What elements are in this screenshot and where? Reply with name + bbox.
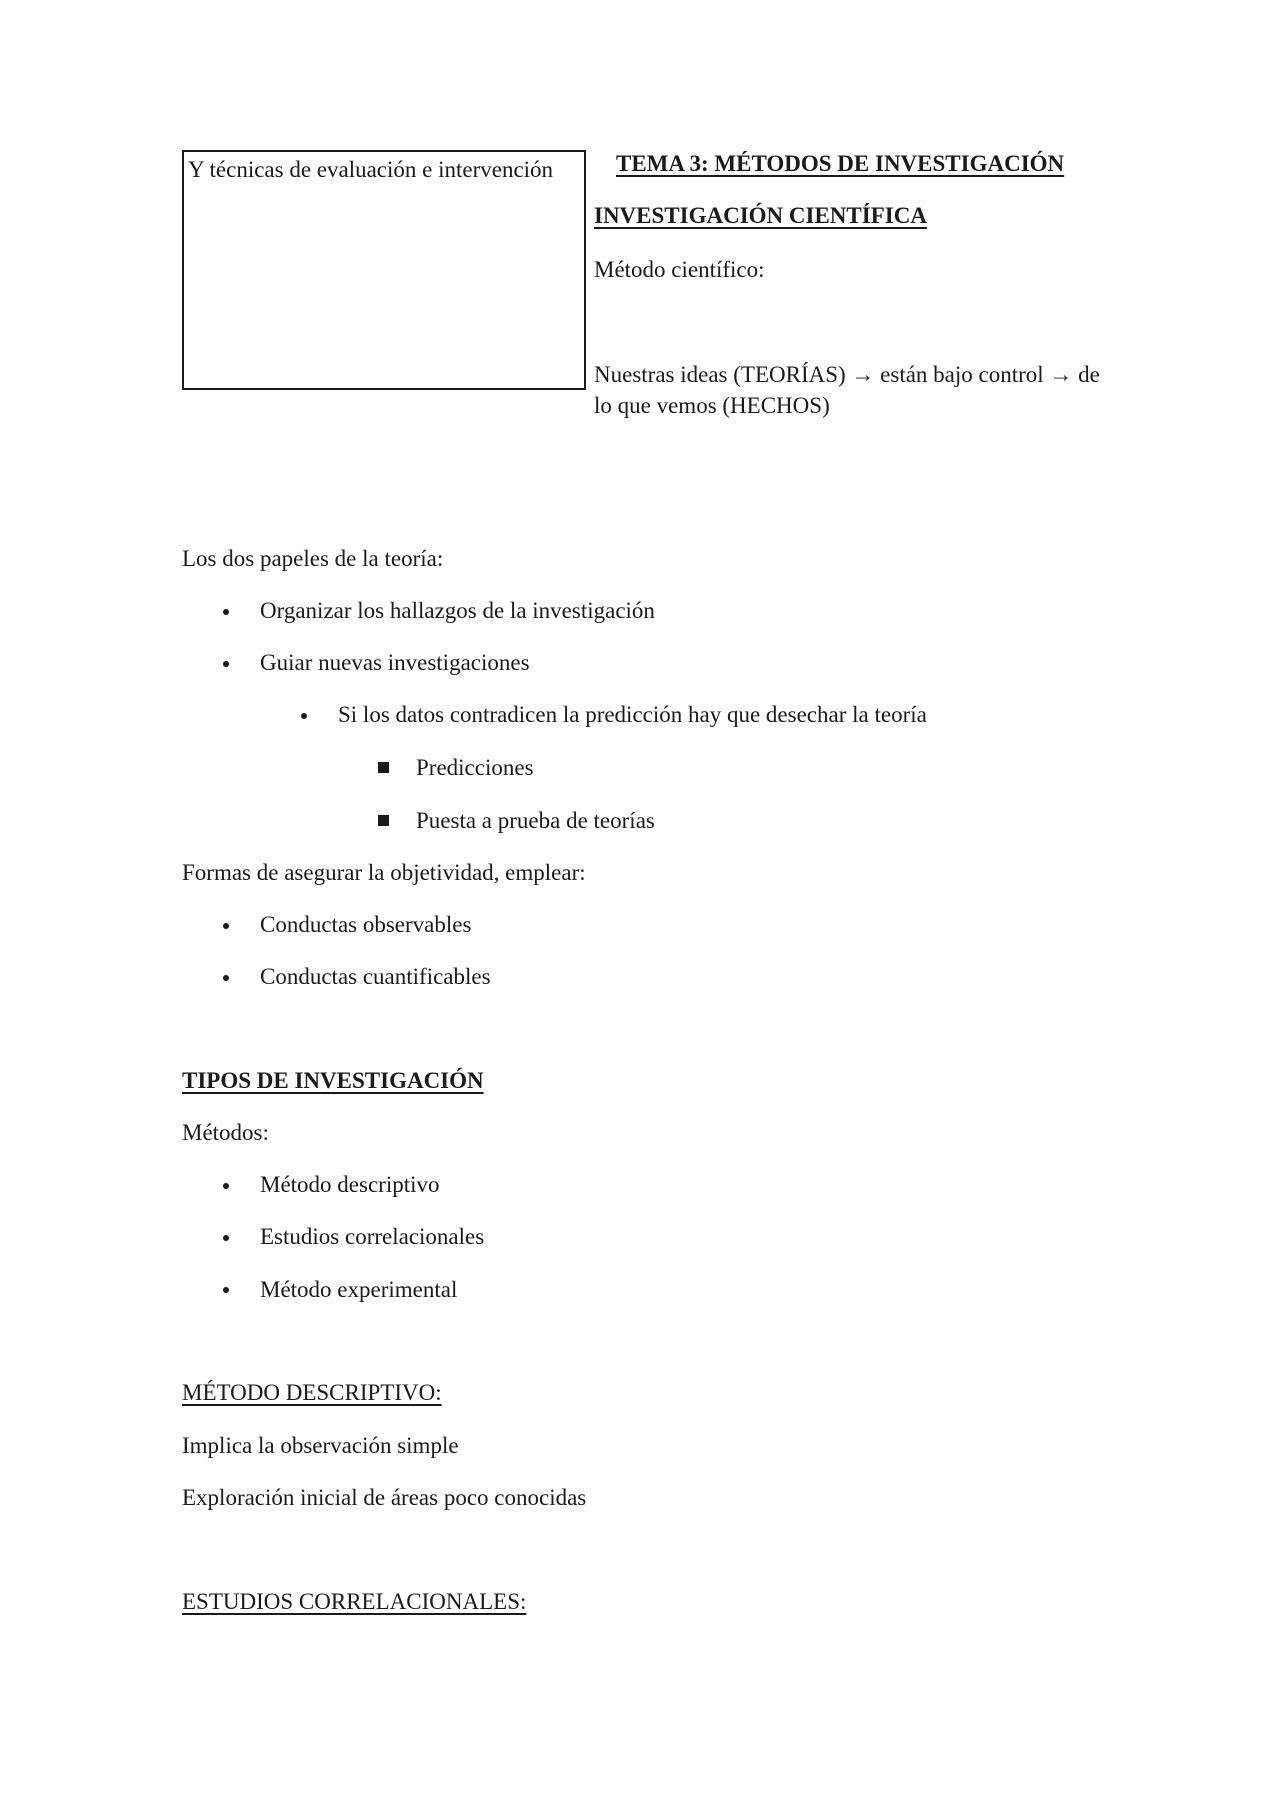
bullet-icon bbox=[223, 609, 229, 615]
section-heading-metodo-descriptivo: MÉTODO DESCRIPTIVO: bbox=[182, 1380, 442, 1405]
square-bullet-icon bbox=[378, 762, 389, 773]
subtitle-box bbox=[182, 150, 586, 390]
list-item: Predicciones bbox=[416, 755, 534, 780]
list-item: Puesta a prueba de teorías bbox=[416, 808, 655, 833]
bullet-icon bbox=[301, 713, 307, 719]
list-item: Método descriptivo bbox=[260, 1172, 440, 1197]
descriptive-line: Exploración inicial de áreas poco conocidas bbox=[182, 1485, 587, 1510]
bullet-icon bbox=[223, 1235, 229, 1241]
section-heading-investigacion-cientifica: INVESTIGACIÓN CIENTÍFICA bbox=[594, 203, 927, 228]
bullet-icon bbox=[223, 923, 229, 929]
list-item: Conductas cuantificables bbox=[260, 964, 491, 989]
bullet-icon bbox=[223, 1287, 229, 1293]
list-item: Conductas observables bbox=[260, 912, 472, 937]
methods-label: Métodos: bbox=[182, 1120, 269, 1145]
list-item: Estudios correlacionales bbox=[260, 1224, 485, 1249]
section-heading-estudios-correlacionales: ESTUDIOS CORRELACIONALES: bbox=[182, 1589, 527, 1614]
descriptive-line: Implica la observación simple bbox=[182, 1433, 459, 1458]
bullet-icon bbox=[223, 661, 229, 667]
objectivity-heading: Formas de asegurar la objetividad, emplear: bbox=[182, 860, 586, 885]
list-item: Método experimental bbox=[260, 1277, 458, 1302]
section-heading-tipos: TIPOS DE INVESTIGACIÓN bbox=[182, 1068, 484, 1093]
subtitle-box-text: Y técnicas de evaluación e intervención bbox=[188, 157, 554, 182]
metodo-cientifico-label: Método científico: bbox=[594, 257, 765, 282]
document-title: TEMA 3: MÉTODOS DE INVESTIGACIÓN bbox=[616, 151, 1065, 176]
list-item: Organizar los hallazgos de la investigación bbox=[260, 598, 655, 623]
bullet-icon bbox=[223, 1183, 229, 1189]
list-item: Guiar nuevas investigaciones bbox=[260, 650, 530, 675]
ideas-paragraph: Nuestras ideas (TEORÍAS) → están bajo control → de lo que vemos (HECHOS) bbox=[594, 362, 1100, 418]
list-item: Si los datos contradicen la predicción hay que desechar la teoría bbox=[338, 702, 927, 727]
theory-heading: Los dos papeles de la teoría: bbox=[182, 546, 444, 571]
bullet-icon bbox=[223, 975, 229, 981]
square-bullet-icon bbox=[378, 815, 389, 826]
